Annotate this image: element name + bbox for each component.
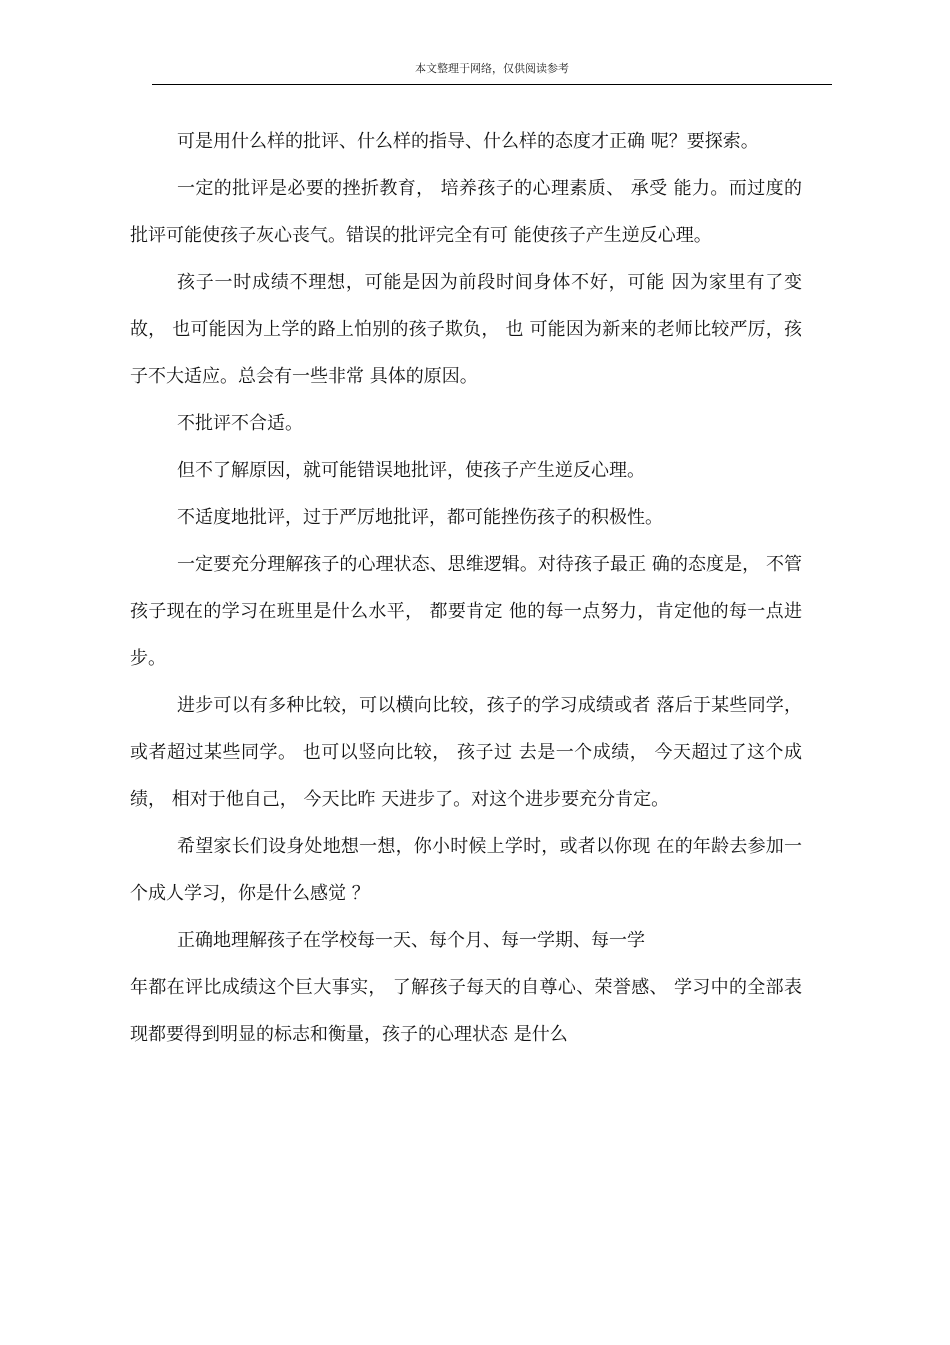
paragraph-9: 希望家长们设身处地想一想，你小时候上学时，或者以你现 在的年龄去参加一个成人学习，你是什么感觉 ？ — [130, 836, 802, 904]
paragraph-5: 但不了解原因，就可能错误地批评，使孩子产生逆反心理。 — [177, 460, 645, 481]
paragraph-7: 一定要充分理解孩子的心理状态、思维逻辑。对待孩子最正 确的态度是， 不管孩子现在的学习在班里是什么水平， 都要肯定 他的每一点努力，肯定他的每一点进步。 — [130, 554, 802, 669]
paragraph-4: 不批评不合适。 — [177, 413, 303, 434]
paragraph-8: 进步可以有多种比较，可以横向比较，孩子的学习成绩或者 落后于某些同学， 或者超过某些同学。 也可以竖向比较， 孩子过 去是一个成绩， 今天超过了这个成绩， 相对于他自己， 今天比昨 天进步了。对这个进步要充分肯定。 — [130, 695, 802, 810]
paragraph-3: 孩子一时成绩不理想，可能是因为前段时间身体不好，可能 因为家里有了变故， 也可能因为上学的路上怕别的孩子欺负， 也 可能因为新来的老师比较严厉，孩子不大适应。总会有一些非常 具体的原因。 — [130, 272, 802, 387]
page-header — [152, 60, 832, 85]
paragraph-2: 一定的批评是必要的挫折教育， 培养孩子的心理素质、 承受 能力。而过度的批评可能使孩子灰心丧气。错误的批评完全有可 能使孩子产生逆反心理。 — [130, 178, 802, 246]
document-body — [130, 118, 802, 1058]
paragraph-6: 不适度地批评，过于严厉地批评，都可能挫伤孩子的积极性。 — [177, 507, 663, 528]
paragraph-10: 正确地理解孩子在学校每一天、每个月、每一学期、每一学 — [177, 930, 645, 951]
paragraph-11: 年都在评比成绩这个巨大事实， 了解孩子每天的自尊心、荣誉感、 学习中的全部表现都要得到明显的标志和衡量，孩子的心理状态 是什么 — [130, 977, 802, 1045]
header-text: 本文整理于网络，仅供阅读参考 — [415, 62, 569, 75]
paragraph-1: 可是用什么样的批评、什么样的指导、什么样的态度才正确 呢？要探索。 — [177, 131, 759, 152]
